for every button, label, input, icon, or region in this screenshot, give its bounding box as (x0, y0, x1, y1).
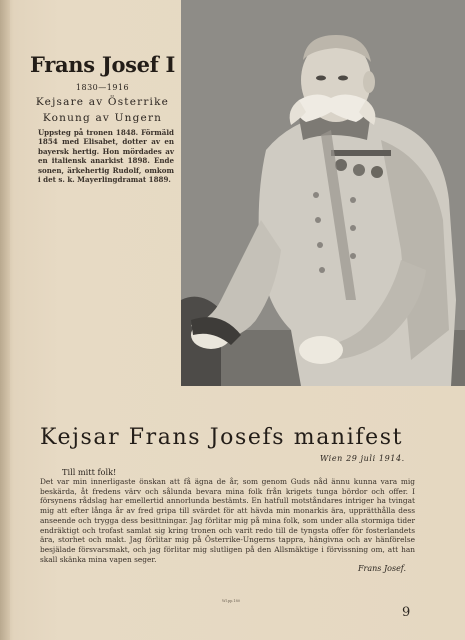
imprint-mark: Wl.pp.180 (222, 599, 241, 603)
medal-2 (353, 164, 365, 176)
emperor-name: Frans Josef I (30, 52, 176, 77)
left-eye (316, 76, 326, 81)
portrait-illustration (181, 0, 465, 386)
portrait-photo (181, 0, 465, 386)
button-6 (350, 225, 356, 231)
medal-3 (371, 166, 383, 178)
manifest-salutation: Till mitt folk! (62, 467, 117, 477)
ear (363, 71, 375, 93)
title-austria: Kejsare av Österrike (35, 96, 170, 108)
life-years: 1830—1916 (75, 83, 130, 92)
manifest-signature: Frans Josef. (358, 564, 407, 573)
title-hungary: Konung av Ungern (42, 112, 163, 124)
right-eye (338, 76, 348, 81)
manifest-body: Det var min innerligaste önskan att få ägna de år, som genom Guds nåd ännu kunna vara mig beskärda, åt fredens värv och sålunda bevara mina folk från krigets tunga bördor och offer. I försynens rådslag har emellertid annorlunda bestämts. En hatfull motståndares intriger ha tvingat mig att efter långa år av fred gripa till svärdet för att hävda min monarkis ära, upprätthålla dess anseende och trygga dess besittningar. Jag förlitar mig på mina folk, som under alla stormiga tider endräktigt och trofast samlat sig kring tronen och varit redo till de tyngsta offer för fosterlandets ära, storhet och makt. Jag förlitar mig på Österrike-Ungerns tappra, hängivna och av hänförelse besjälade försvarsmakt, och jag förlitar mig slutligen på den Allsmäktige i förvissning om, att han skall skänka mina vapen seger. (40, 477, 415, 564)
button-5 (350, 197, 356, 203)
right-hand-glove (299, 336, 343, 364)
medal-1 (335, 159, 347, 171)
manifest-headline: Kejsar Frans Josefs manifest (40, 425, 404, 450)
button-7 (350, 253, 356, 259)
button-2 (315, 217, 321, 223)
portrait-caption (30, 52, 175, 124)
button-1 (313, 192, 319, 198)
medal-bar (331, 150, 391, 156)
page-number: 9 (402, 605, 411, 620)
page-spine (0, 0, 10, 640)
biography-text: Uppsteg på tronen 1848. Förmäld 1854 med Elisabet, dotter av en bayersk hertig. Hon mördades av en italiensk anarkist 1898. Ende sonen, ärkehertig Rudolf, omkom i det s. k. Mayerlingdramat 1889. (38, 128, 174, 185)
manifest-date: Wien 29 juli 1914. (320, 454, 405, 463)
button-3 (317, 242, 323, 248)
button-4 (319, 267, 325, 273)
